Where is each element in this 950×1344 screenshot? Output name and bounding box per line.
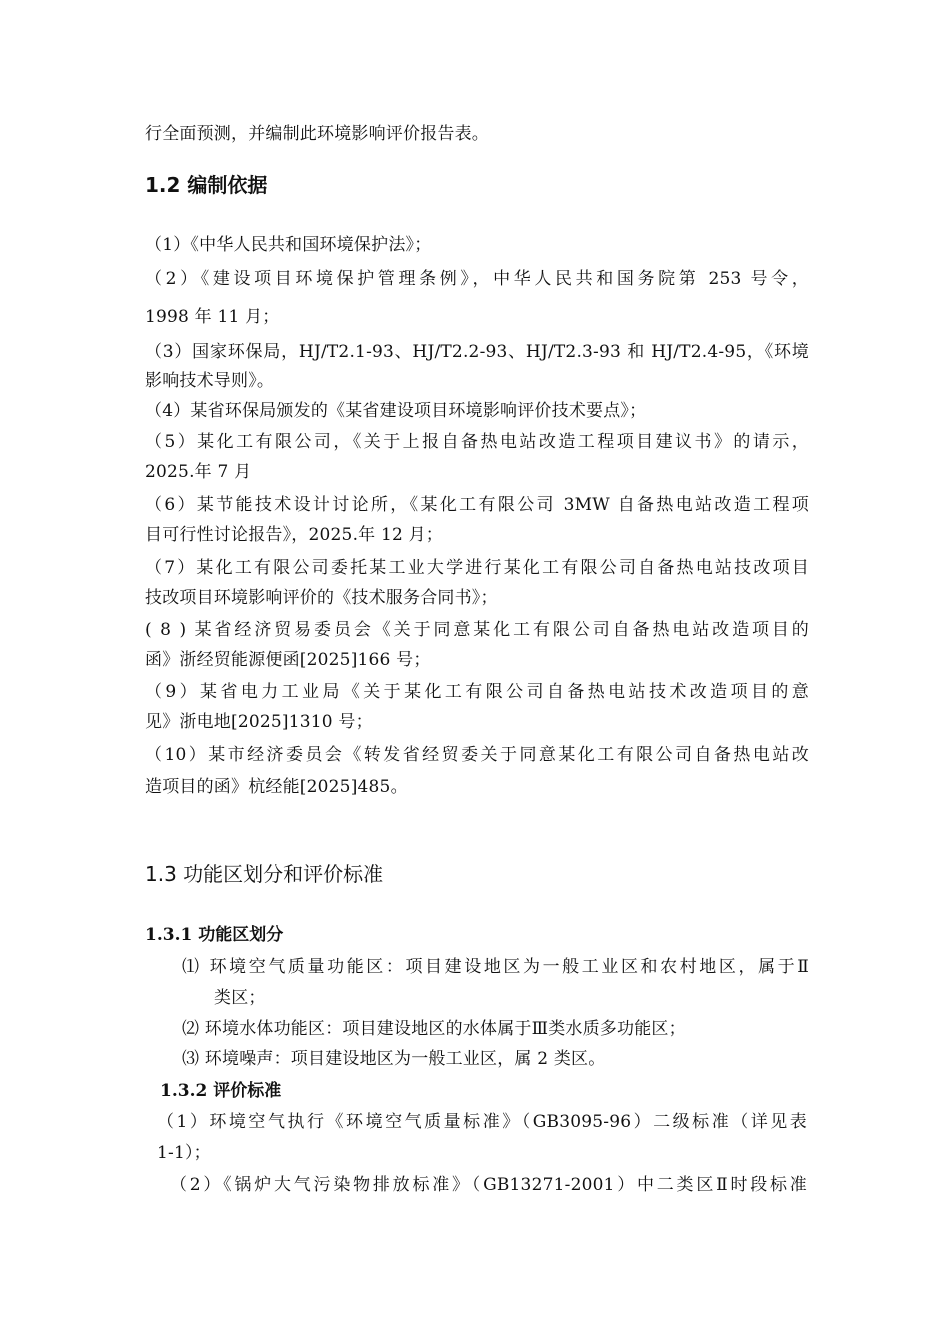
standard-item-1-line-2: 1-1）； (157, 1143, 211, 1163)
basis-item-5-line-1: （5）某化工有限公司，《关于上报自备热电站改造工程项目建议书》的请示， (145, 432, 809, 452)
basis-item-7-line-2: 技改项目环境影响评价的《技术服务合同书》； (145, 588, 498, 608)
section-heading-1-3: 1.3 功能区划分和评价标准 (145, 862, 384, 886)
standard-item-1-line-1: （1）环境空气执行《环境空气质量标准》（GB3095-96）二级标准（详见表 (157, 1112, 807, 1132)
basis-item-2-line-2: 1998 年 11 月； (145, 307, 280, 327)
subsection-heading-1-3-1: 1.3.1 功能区划分 (145, 925, 284, 945)
basis-item-9-line-2: 见》浙电地[2025]1310 号； (145, 712, 373, 732)
zone-item-1-line-2: 类区； (214, 988, 266, 1008)
basis-item-1: （1）《中华人民共和国环境保护法》； (145, 235, 432, 255)
basis-item-2-line-1: （2）《建设项目环境保护管理条例》，中华人民共和国务院第 253 号令， (145, 269, 809, 289)
zone-item-2: ⑵ 环境水体功能区：项目建设地区的水体属于Ⅲ类水质多功能区； (182, 1019, 686, 1039)
basis-item-8-line-2: 函》浙经贸能源便函[2025]166 号； (145, 650, 431, 670)
zone-item-1-line-1: ⑴ 环境空气质量功能区：项目建设地区为一般工业区和农村地区，属于Ⅱ (182, 957, 809, 977)
basis-item-7-line-1: （7）某化工有限公司委托某工业大学进行某化工有限公司自备热电站技改项目 (145, 558, 809, 578)
intro-line: 行全面预测，并编制此环境影响评价报告表。 (145, 124, 489, 144)
basis-item-10-line-2: 造项目的函》杭经能[2025]485。 (145, 777, 408, 797)
zone-item-3: ⑶ 环境噪声：项目建设地区为一般工业区，属 2 类区。 (182, 1049, 606, 1069)
subsection-heading-1-3-2: 1.3.2 评价标准 (160, 1081, 282, 1101)
standard-item-2: （2）《锅炉大气污染物排放标准》（GB13271-2001）中二类区Ⅱ时段标准 (170, 1175, 807, 1195)
basis-item-3-line-1: （3）国家环保局，HJ/T2.1-93、HJ/T2.2-93、HJ/T2.3-93 和 HJ/T2.4-95，《环境 (145, 342, 809, 362)
basis-item-9-line-1: （9）某省电力工业局《关于某化工有限公司自备热电站技术改造项目的意 (145, 682, 809, 702)
basis-item-3-line-2: 影响技术导则》。 (145, 371, 275, 391)
basis-item-4: （4）某省环保局颁发的《某省建设项目环境影响评价技术要点》； (145, 401, 647, 421)
basis-item-6-line-1: （6）某节能技术设计讨论所，《某化工有限公司 3MW 自备热电站改造工程项 (145, 495, 809, 515)
basis-item-6-line-2: 目可行性讨论报告》，2025.年 12 月； (145, 525, 444, 545)
basis-item-5-line-2: 2025.年 7 月 (145, 462, 252, 482)
section-heading-1-2: 1.2 编制依据 (145, 173, 268, 197)
basis-item-8-line-1: ( 8 ) 某省经济贸易委员会《关于同意某化工有限公司自备热电站改造项目的 (145, 620, 809, 640)
basis-item-10-line-1: （10）某市经济委员会《转发省经贸委关于同意某化工有限公司自备热电站改 (145, 745, 809, 765)
